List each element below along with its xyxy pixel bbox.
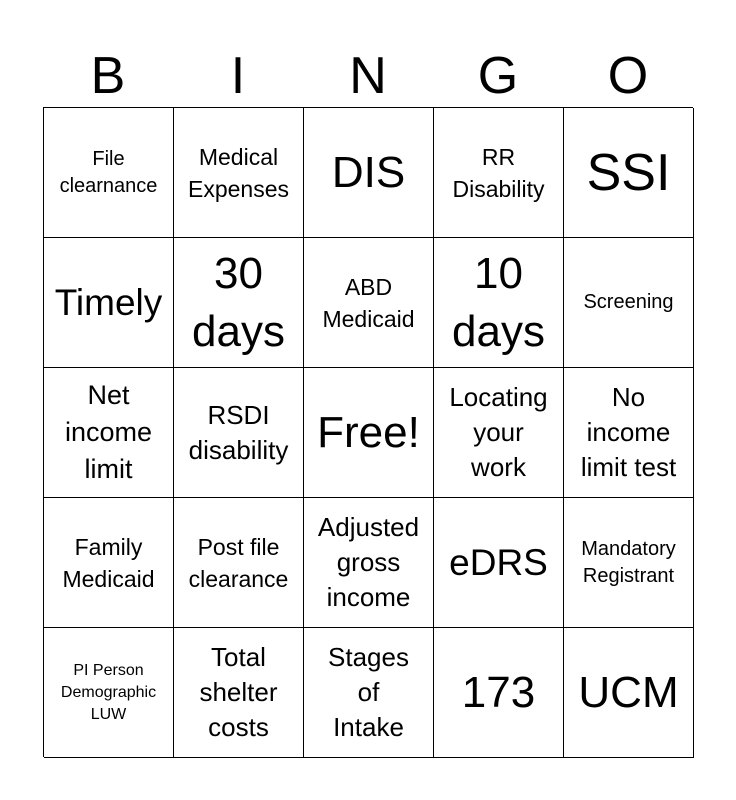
bingo-cell-r1-c1[interactable] <box>44 108 174 238</box>
header-letter-n: N <box>349 47 387 105</box>
cell-label: Adjusted gross income <box>317 512 420 612</box>
bingo-cell-r2-c2[interactable] <box>174 238 304 368</box>
cell-label: PI Person Demographic LUW <box>60 661 157 723</box>
bingo-cell-r5-c4[interactable] <box>434 628 564 758</box>
header-letter-g: G <box>477 47 519 105</box>
cell-label: 173 <box>461 667 536 717</box>
header-letter-o: O <box>607 47 649 105</box>
cell-label: RR Disability <box>452 143 545 202</box>
cell-label: Net income limit <box>64 380 153 484</box>
cell-label: DIS <box>331 147 406 197</box>
bingo-cell-r5-c2[interactable] <box>174 628 304 758</box>
cell-label: ABD Medicaid <box>322 273 415 332</box>
bingo-cell-r1-c2[interactable] <box>174 108 304 238</box>
bingo-cell-r1-c5[interactable] <box>564 108 694 238</box>
cell-label: Mandatory Registrant <box>581 537 676 587</box>
bingo-cell-r1-c4[interactable] <box>434 108 564 238</box>
bingo-cell-r5-c3[interactable] <box>304 628 434 758</box>
bingo-cell-r2-c3[interactable] <box>304 238 434 368</box>
header-letter-b: B <box>90 47 126 105</box>
bingo-cell-r3-c2[interactable] <box>174 368 304 498</box>
bingo-cell-r3-c3[interactable] <box>304 368 434 498</box>
bingo-cell-r3-c1[interactable] <box>44 368 174 498</box>
cell-label: 10 days <box>452 248 545 356</box>
cell-label: Free! <box>317 407 420 457</box>
cell-label: eDRS <box>449 541 548 583</box>
bingo-cell-r2-c5[interactable] <box>564 238 694 368</box>
bingo-cell-r4-c3[interactable] <box>304 498 434 628</box>
bingo-cell-r2-c1[interactable] <box>44 238 174 368</box>
bingo-header <box>43 44 693 108</box>
header-letter-i: I <box>230 47 246 105</box>
bingo-cell-r1-c3[interactable] <box>304 108 434 238</box>
cell-label: Stages of Intake <box>328 642 409 742</box>
cell-label: Post file clearance <box>188 533 289 592</box>
cell-label: Total shelter costs <box>199 642 278 742</box>
cell-label: Timely <box>54 281 163 323</box>
cell-label: 30 days <box>192 248 285 356</box>
cell-label: Locating your work <box>449 382 548 482</box>
bingo-cell-r5-c1[interactable] <box>44 628 174 758</box>
cell-label: SSI <box>586 143 671 202</box>
cell-label: RSDI disability <box>188 399 289 465</box>
bingo-cell-r4-c5[interactable] <box>564 498 694 628</box>
cell-label: Family Medicaid <box>62 533 155 592</box>
bingo-cell-r4-c1[interactable] <box>44 498 174 628</box>
bingo-cell-r2-c4[interactable] <box>434 238 564 368</box>
bingo-cell-r4-c4[interactable] <box>434 498 564 628</box>
cell-label: Medical Expenses <box>187 143 289 202</box>
cell-label: UCM <box>578 667 679 717</box>
bingo-cell-r3-c5[interactable] <box>564 368 694 498</box>
cell-label: File clearnance <box>59 147 158 197</box>
bingo-cell-r5-c5[interactable] <box>564 628 694 758</box>
cell-label: No income limit test <box>580 382 677 482</box>
bingo-cell-r3-c4[interactable] <box>434 368 564 498</box>
bingo-cell-r4-c2[interactable] <box>174 498 304 628</box>
bingo-board <box>43 107 693 757</box>
cell-label: Screening <box>583 291 674 313</box>
